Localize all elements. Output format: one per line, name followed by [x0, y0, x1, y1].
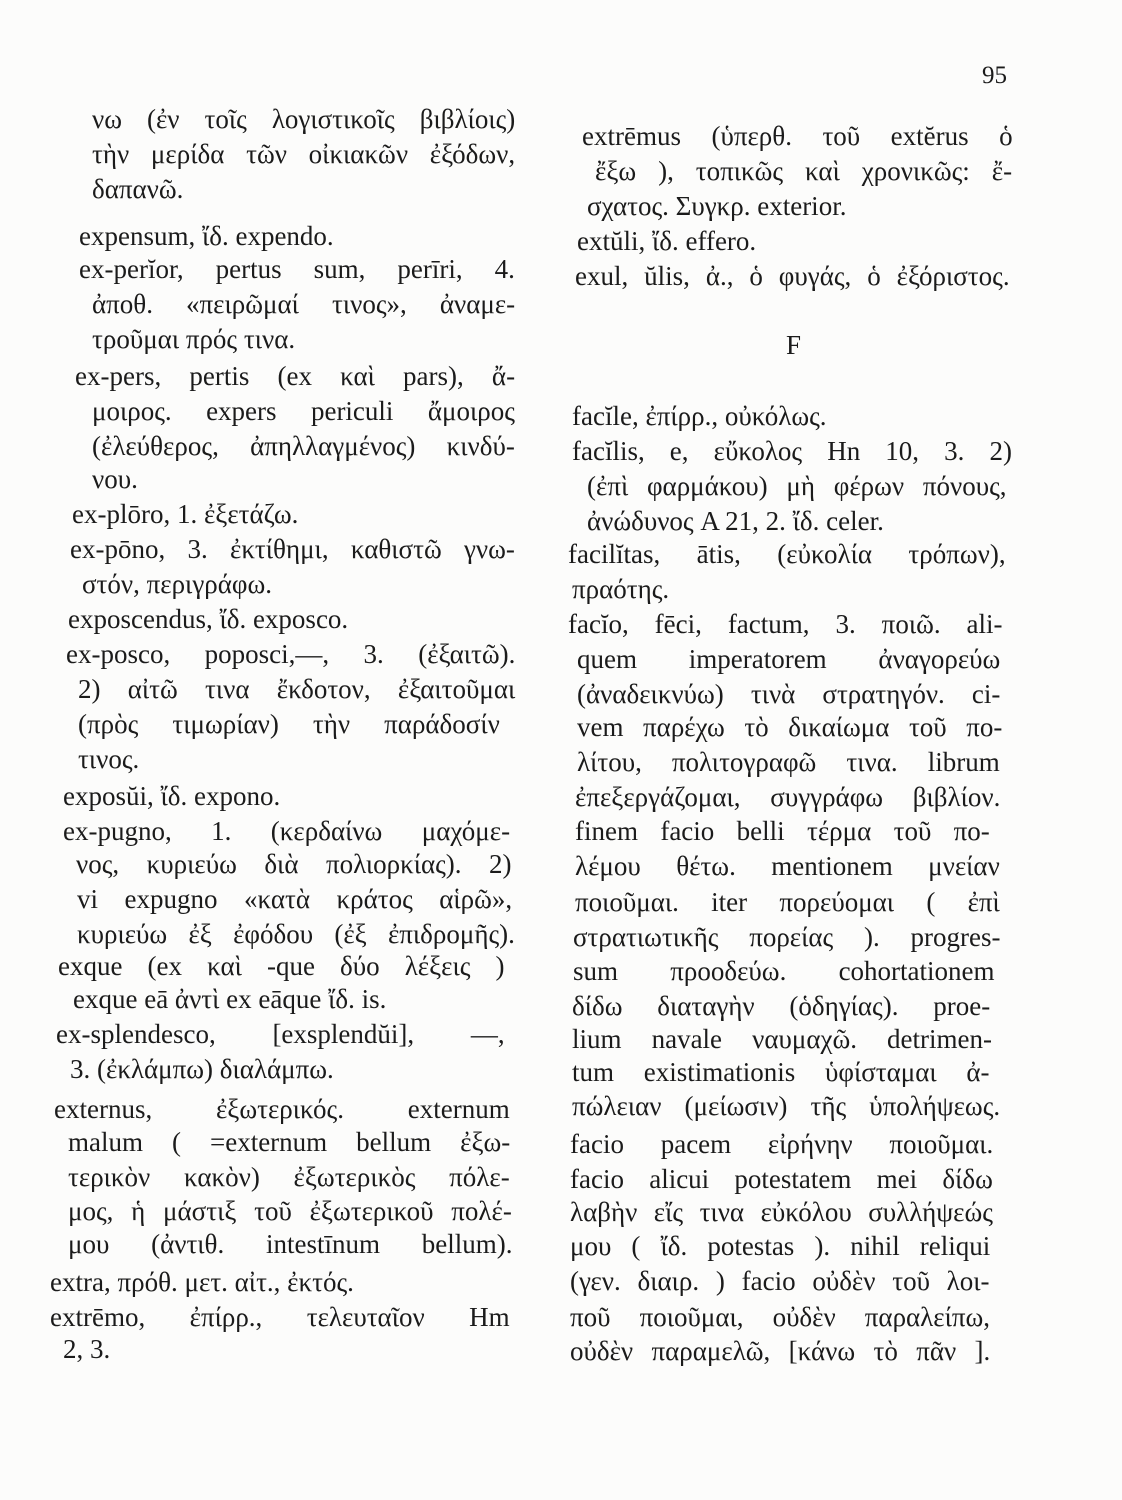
entry-line: extŭli, ἴδ. effero.: [577, 226, 757, 256]
entry-line: ex-pōno, 3. ἐκτίθημι, καθιστῶ γνω-: [70, 534, 515, 564]
entry-line: exul, ŭlis, ἀ., ὁ φυγάς, ὁ ἐξόριστος.: [575, 261, 1010, 291]
entry-line: μος, ἡ μάστιξ τοῦ ἐξωτερικοῦ πολέ-: [68, 1196, 512, 1226]
entry-line: ex-plōro, 1. ἐξετάζω.: [72, 499, 299, 529]
section-letter-heading: F: [786, 330, 802, 360]
entry-line: κυριεύω ἐξ ἐφόδου (ἐξ ἐπιδρομῆς).: [77, 919, 515, 949]
entry-line: ἀποθ. «πειρῶμαί τινος», ἀναμε-: [92, 289, 516, 319]
entry-line: ἀνώδυνος A 21, 2. ἴδ. celer.: [587, 506, 884, 536]
entry-line: τινος.: [78, 744, 140, 774]
entry-line: facio pacem εἰρήνην ποιοῦμαι.: [570, 1129, 994, 1159]
entry-line: facĭle, ἐπίρρ., οὐκόλως.: [572, 401, 827, 431]
entry-line: expensum, ἴδ. expendo.: [79, 221, 334, 251]
entry-line: exque eā ἀντὶ ex eāque ἴδ. is.: [73, 984, 387, 1014]
entry-line: μου ( ἴδ. potestas ). nihil reliqui: [570, 1231, 991, 1261]
entry-line: (ἀναδεικνύω) τινὰ στρατηγόν. ci-: [577, 679, 1001, 709]
entry-line: δαπανῶ.: [92, 174, 184, 204]
entry-line: (γεν. διαιρ. ) facio οὐδὲν τοῦ λοι-: [570, 1266, 990, 1296]
entry-line: 3. (ἐκλάμπω) διαλάμπω.: [70, 1054, 334, 1084]
entry-line: ex-splendesco, [exsplendŭi], —,: [56, 1019, 505, 1049]
entry-line: malum ( =externum bellum ἐξω-: [68, 1127, 511, 1157]
entry-line: extrēmus (ὑπερθ. τοῦ extĕrus ὁ: [582, 121, 1013, 151]
entry-line: facĭo, fēci, factum, 3. ποιῶ. ali-: [568, 609, 1003, 639]
entry-line: σχατος. Συγκρ. exterior.: [587, 191, 847, 221]
entry-line: ex-pugno, 1. (κερδαίνω μαχόμε-: [63, 816, 511, 846]
entry-line: ex-perĭor, pertus sum, perīri, 4.: [79, 254, 515, 284]
entry-line: extra, πρόθ. μετ. αἰτ., ἐκτός.: [50, 1267, 354, 1297]
entry-line: ex-pers, pertis (ex καὶ pars), ἄ-: [75, 361, 516, 391]
entry-line: exposcendus, ἴδ. exposco.: [68, 604, 349, 634]
entry-line: τροῦμαι πρός τινα.: [92, 324, 296, 354]
entry-line: νου.: [92, 464, 138, 494]
entry-line: λέμου θέτω. mentionem μνείαν: [575, 851, 1000, 881]
entry-line: μοιρος. expers periculi ἄμοιρος: [92, 396, 515, 426]
entry-line: τερικὸν κακὸν) ἐξωτερικὸς πόλε-: [68, 1162, 510, 1192]
entry-line: quem imperatorem ἀναγορεύω: [577, 644, 1001, 674]
entry-line: sum προοδεύω. cohortationem: [573, 956, 995, 986]
entry-line: μου (ἀντιθ. intestīnum bellum).: [68, 1229, 513, 1259]
entry-line: externus, ἐξωτερικός. externum: [54, 1094, 510, 1124]
entry-line: facilĭtas, ātis, (εὐκολία τρόπων),: [568, 539, 1006, 569]
entry-line: νος, κυριεύω διὰ πολιορκίας). 2): [76, 849, 512, 879]
entry-line: ἔξω ), τοπικῶς καὶ χρονικῶς: ἔ-: [595, 156, 1013, 186]
entry-line: λαβὴν εἴς τινα εὐκόλου συλλήψεώς: [570, 1197, 993, 1227]
entry-line: finem facio belli τέρμα τοῦ πο-: [575, 816, 990, 846]
entry-line: 2, 3.: [63, 1334, 111, 1364]
entry-line: (πρὸς τιμωρίαν) τὴν παράδοσίν: [78, 709, 500, 739]
entry-line: exque (ex καὶ -que δύο λέξεις ): [58, 951, 505, 981]
entry-line: exposŭi, ἴδ. expono.: [63, 781, 281, 811]
entry-line: ἐπεξεργάζομαι, συγγράφω βιβλίον.: [575, 782, 1001, 812]
entry-line: λίτου, πολιτογραφῶ τινα. librum: [577, 747, 1000, 777]
entry-line: (ἐπὶ φαρμάκου) μὴ φέρων πόνους,: [587, 471, 1007, 501]
entry-line: (ἐλεύθερος, ἀπηλλαγμένος) κινδύ-: [92, 431, 515, 461]
entry-line: τὴν μερίδα τῶν οἰκιακῶν ἐξόδων,: [92, 139, 516, 169]
entry-line: πώλειαν (μείωσιν) τῆς ὑπολήψεως.: [572, 1091, 1001, 1121]
entry-line: tum existimationis ὑφίσταμαι ἀ-: [572, 1057, 990, 1087]
page-number: 95: [982, 62, 1007, 89]
entry-line: ποῦ ποιοῦμαι, οὐδὲν παραλείπω,: [570, 1302, 991, 1332]
entry-line: ex-posco, poposci,—, 3. (ἐξαιτῶ).: [66, 639, 516, 669]
entry-line: vi expugno «κατὰ κράτος αἱρῶ»,: [77, 884, 513, 914]
entry-line: lium navale ναυμαχῶ. detrimen-: [572, 1024, 993, 1054]
entry-line: πραότης.: [572, 574, 670, 604]
entry-line: 2) αἰτῶ τινα ἔκδοτον, ἐξαιτοῦμαι: [78, 674, 516, 704]
entry-line: vem παρέχω τὸ δικαίωμα τοῦ πο-: [577, 712, 1003, 742]
entry-line: νω (ἐν τοῖς λογιστικοῖς βιβλίοις): [92, 104, 516, 134]
entry-line: extrēmo, ἐπίρρ., τελευταῖον Hm: [50, 1302, 510, 1332]
entry-line: στόν, περιγράφω.: [82, 569, 272, 599]
entry-line: facio alicui potestatem mei δίδω: [570, 1164, 993, 1194]
entry-line: στρατιωτικῆς πορείας ). progres-: [573, 922, 1001, 952]
entry-line: facĭlis, e, εὔκολος Hn 10, 3. 2): [572, 436, 1012, 466]
entry-line: οὐδὲν παραμελῶ, [κάνω τὸ πᾶν ].: [570, 1336, 991, 1366]
entry-line: δίδω διαταγὴν (ὁδηγίας). proe-: [572, 991, 991, 1021]
entry-line: ποιοῦμαι. iter πορεύομαι ( ἐπὶ: [575, 887, 1000, 917]
